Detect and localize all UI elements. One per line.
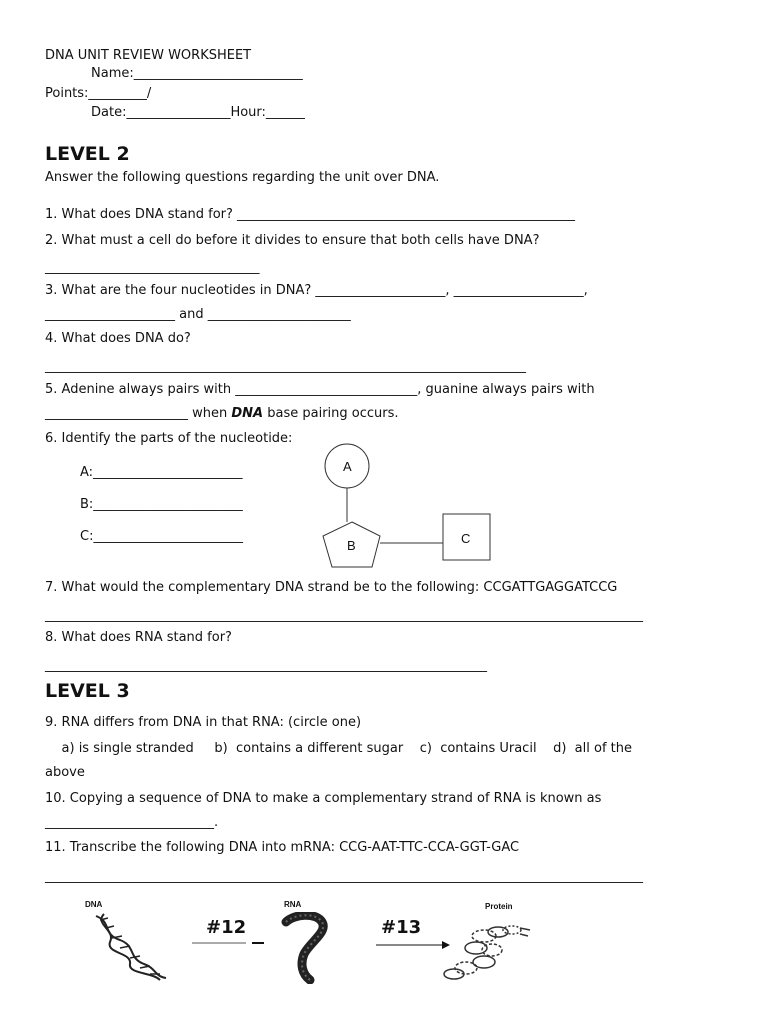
part-b-answer[interactable]: B:_______________________	[80, 497, 243, 512]
question-5-blank[interactable]: ______________________ when	[45, 406, 228, 421]
arrow-13-label: #13	[381, 917, 422, 938]
worksheet-title: DNA UNIT REVIEW WORKSHEET	[45, 48, 252, 63]
protein-label: Protein	[485, 902, 513, 911]
level3-heading: LEVEL 3	[45, 680, 130, 702]
protein-chain-icon	[436, 918, 536, 984]
question-4: 4. What does DNA do?	[45, 331, 191, 346]
question-1[interactable]: 1. What does DNA stand for? ____________________________________________________	[45, 207, 576, 222]
question-4-answer[interactable]: __________________________________________________________________________	[45, 359, 526, 374]
nucleotide-diagram	[315, 440, 500, 580]
question-3-continued[interactable]: ____________________ and ______________________	[45, 307, 351, 322]
question-11: 11. Transcribe the following DNA into mRNA: CCG-AAT-TTC-CCA-GGT-GAC	[45, 840, 520, 855]
question-3[interactable]: 3. What are the four nucleotides in DNA? ____________________, ____________________,	[45, 283, 588, 298]
question-5[interactable]: 5. Adenine always pairs with ____________________________, guanine always pairs with	[45, 382, 595, 397]
question-9-continued[interactable]: above	[45, 765, 85, 780]
question-2: 2. What must a cell do before it divides to ensure that both cells have DNA?	[45, 233, 540, 248]
dna-label: DNA	[85, 900, 103, 909]
diagram-label-a: A	[343, 459, 352, 474]
question-5-end: base pairing occurs.	[267, 406, 399, 421]
arrow-12-icon	[190, 935, 270, 949]
question-5-continued[interactable]	[45, 406, 399, 422]
question-11-answer[interactable]: ____________________________________________________________________________________________	[45, 869, 643, 884]
part-a-answer[interactable]: A:_______________________	[80, 465, 243, 480]
dna-helix-icon	[90, 912, 175, 982]
dna-emphasis: DNA	[231, 406, 264, 421]
diagram-label-b: B	[347, 538, 356, 553]
question-9-options[interactable]: a) is single stranded b) contains a different sugar c) contains Uracil d) all of the	[45, 741, 632, 756]
arrow-12-label: #12	[206, 917, 247, 938]
question-8: 8. What does RNA stand for?	[45, 630, 232, 645]
question-10: 10. Copying a sequence of DNA to make a complementary strand of RNA is known as	[45, 791, 602, 806]
part-c-answer[interactable]: C:_______________________	[80, 529, 243, 544]
question-10-answer[interactable]: __________________________.	[45, 815, 219, 830]
question-9: 9. RNA differs from DNA in that RNA: (circle one)	[45, 715, 362, 730]
name-field[interactable]: Name:__________________________	[91, 66, 303, 81]
level2-intro: Answer the following questions regarding the unit over DNA.	[45, 170, 440, 185]
question-7: 7. What would the complementary DNA strand be to the following: CCGATTGAGGATCCG	[45, 580, 618, 595]
rna-strand-icon	[280, 912, 330, 984]
date-hour-field[interactable]: Date:________________Hour:______	[91, 105, 305, 120]
question-7-answer[interactable]: ____________________________________________________________________________________________	[45, 608, 643, 623]
points-field[interactable]: Points:_________/	[45, 86, 152, 101]
diagram-label-c: C	[461, 531, 471, 546]
question-8-answer[interactable]: ____________________________________________________________________	[45, 658, 487, 673]
question-2-answer[interactable]: _________________________________	[45, 260, 260, 275]
level2-heading: LEVEL 2	[45, 143, 130, 165]
question-6: 6. Identify the parts of the nucleotide:	[45, 431, 293, 446]
rna-label: RNA	[284, 900, 302, 909]
